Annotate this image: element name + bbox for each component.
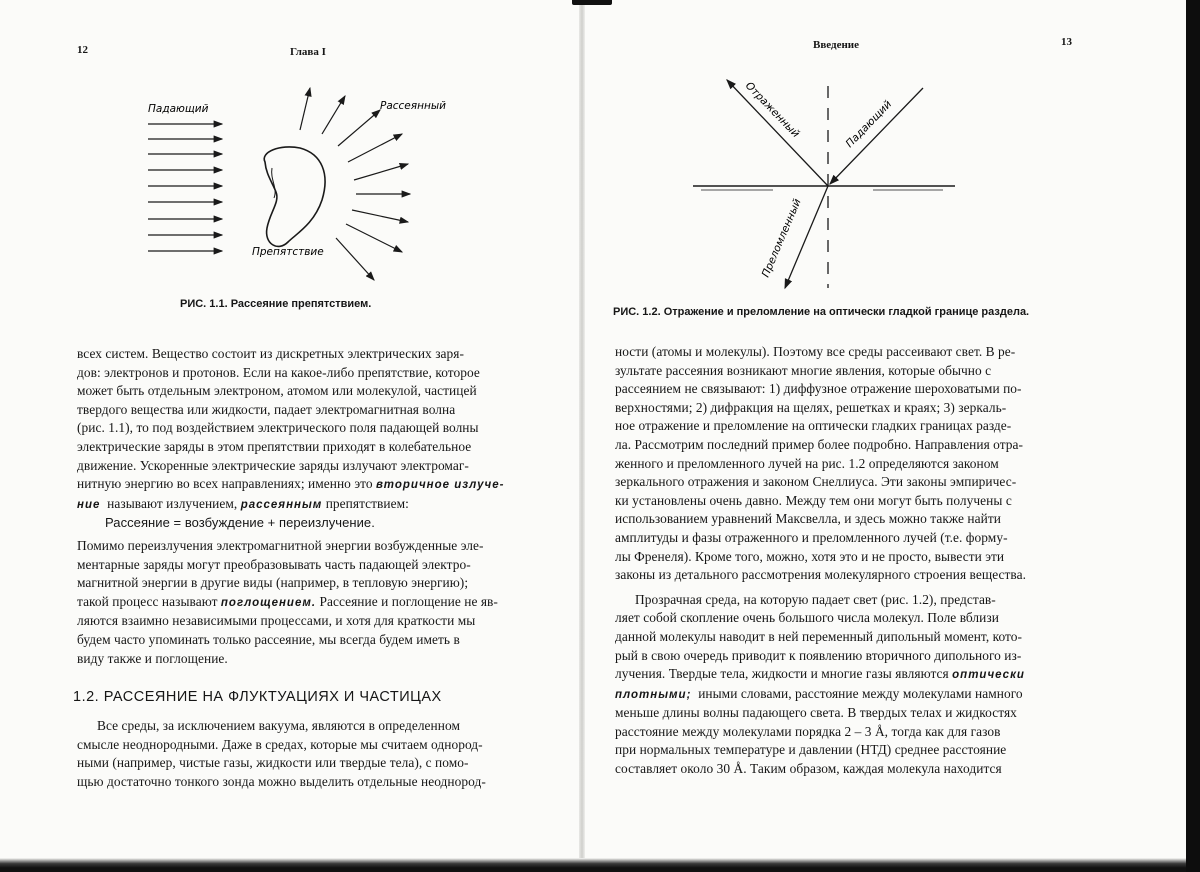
text-line: будем часто упоминать только рассеяние, мы всегда будем иметь в: [77, 631, 460, 647]
text-line: [77, 475, 531, 495]
text-line: щью достаточно тонкого зонда можно выделить отдельные неоднород-: [77, 773, 486, 789]
emphasis-term: ние: [77, 498, 101, 511]
figure-scattering-obstacle: [140, 82, 450, 292]
text-line: законы из детального рассмотрения молекулярного строения вещества.: [615, 567, 1027, 583]
text-line: данной молекулы наводит в ней переменный дипольный момент, кото-: [615, 628, 1023, 644]
paragraph: [77, 345, 531, 533]
paragraph: [77, 717, 531, 791]
body-text: [615, 343, 1069, 779]
text-line: зеркального отражения и законом Снеллиуса. Эти законы эмпиричес-: [615, 474, 1017, 490]
text-line: Прозрачная среда, на которую падает свет (рис. 1.2), представ-: [635, 591, 996, 607]
label-reflected: Отраженный: [742, 79, 802, 141]
text-line: ное отражение и преломление на оптически гладких границах разде-: [615, 418, 1012, 434]
emphasis-term: оптически: [952, 669, 1025, 682]
text-line: расстояние между молекулами порядка 2 – 3 Å, тогда как для газов: [615, 723, 1001, 739]
incident-ray: [830, 88, 923, 184]
text-line: [615, 685, 1069, 705]
text-line: движение. Ускоренные электрические заряды излучают электромаг-: [77, 457, 469, 473]
obstacle-shape: [264, 147, 325, 246]
text-line: электрические заряды в этом препятствии приходят в колебательное: [77, 438, 472, 454]
text-line: при нормальных температуре и давлении (НТД) среднее расстояние: [615, 742, 1007, 758]
text-line: меньше длины волны падающего света. В твердых телах и жидкостях: [615, 705, 1017, 721]
text-fragment: Рассеяние и поглощение не яв-: [319, 593, 498, 609]
right-page: [583, 0, 1200, 872]
formula: Рассеяние = возбуждение + переизлучение.: [105, 515, 375, 531]
text-line: [77, 593, 531, 613]
running-head: Глава I: [290, 46, 326, 58]
scan-edge-bottom: [0, 858, 1200, 872]
text-line: ляются взаимно независимыми процессами, и хотя для краткости мы: [77, 613, 476, 629]
text-line: [615, 665, 1069, 685]
figure-reflection-refraction: [693, 66, 973, 292]
text-line: использованием уравнений Максвелла, и здесь можно также найти: [615, 511, 1001, 527]
label-scattered: Рассеянный: [380, 100, 446, 112]
text-line: виду также и поглощение.: [77, 650, 228, 666]
left-page: [0, 0, 583, 872]
text-line: Все среды, за исключением вакуума, являются в определенном: [97, 718, 460, 733]
label-incident: Падающий: [843, 98, 895, 151]
running-head: Введение: [813, 39, 860, 51]
text-fragment: иными словами, расстояние между молекулами намного: [698, 685, 1023, 701]
text-line: магнитной энергии в другие виды (например, в тепловую энергию);: [77, 575, 469, 591]
text-line: твердого вещества или жидкости, падает электромагнитная волна: [77, 401, 456, 417]
text-fragment: называют излучением,: [107, 495, 238, 511]
paragraph: [77, 537, 531, 668]
text-fragment: такой процесс называют: [77, 593, 218, 609]
text-fragment: лучения. Твердые тела, жидкости и многие газы являются: [615, 666, 949, 682]
text-line: Помимо переизлучения электромагнитной энергии возбужденные эле-: [77, 537, 484, 553]
page-number: 12: [77, 44, 88, 56]
label-obstacle: Препятствие: [252, 246, 324, 258]
label-incident: Падающий: [148, 103, 209, 115]
text-line: ными (например, чистые газы, жидкости или твердые тела), с помо-: [77, 755, 469, 771]
text-line: составляет около 30 Å. Таким образом, каждая молекула находится: [615, 761, 1002, 777]
body-text-section: [77, 717, 531, 791]
reflected-ray: [727, 80, 828, 186]
text-line: ности (атомы и молекулы). Поэтому все среды рассеивают свет. В ре-: [615, 344, 1016, 359]
text-line: ки установлены очень давно. Между тем они могут быть получены с: [615, 492, 1012, 508]
text-line: ляет собой скопление очень большого числа молекул. Поле вблизи: [615, 610, 999, 626]
text-line: ментарные заряды могут преобразовывать часть падающей электро-: [77, 556, 471, 572]
emphasis-term: плотными;: [615, 688, 692, 701]
emphasis-term: рассеянным: [240, 498, 323, 511]
text-line: верхностями; 2) дифракция на щелях, решетках и краях; 3) зеркаль-: [615, 399, 1007, 415]
text-line: зультате рассеяния возникают многие явления, которые обычно с: [615, 362, 992, 378]
text-line: [77, 495, 531, 515]
page-number: 13: [1061, 36, 1072, 48]
section-heading: 1.2. РАССЕЯНИЕ НА ФЛУКТУАЦИЯХ И ЧАСТИЦАХ: [73, 689, 442, 705]
label-refracted: Преломленный: [759, 197, 804, 280]
figure-caption: РИС. 1.2. Отражение и преломление на оптически гладкой границе раздела.: [613, 306, 1030, 318]
text-line: смысле неоднородными. Даже в средах, которые мы считаем однород-: [77, 736, 483, 752]
text-line: рый в свою очередь приводит к появлению вторичного дипольного из-: [615, 647, 1022, 663]
body-text: [77, 345, 531, 668]
emphasis-term: вторичное излуче-: [376, 479, 505, 492]
incident-arrows: [148, 124, 222, 251]
figure-caption: РИС. 1.1. Рассеяние препятствием.: [180, 298, 372, 310]
text-line: ла. Рассмотрим последний пример более подробно. Направления отра-: [615, 436, 1024, 452]
text-line: может быть отдельным электроном, атомом или молекулой, частицей: [77, 383, 477, 399]
scan-edge-right: [1186, 0, 1200, 872]
paragraph: [615, 591, 1069, 779]
text-line: рассеянием не связывают: 1) диффузное отражение шероховатыми по-: [615, 381, 1022, 397]
text-line: женного и преломленного лучей на рис. 1.2 определяются законом: [615, 455, 999, 471]
scan-artifact: [572, 0, 612, 5]
text-line: всех систем. Вещество состоит из дискретных электрических заря-: [77, 346, 464, 361]
text-line: (рис. 1.1), то под воздействием электрического поля падающей волны: [77, 420, 479, 436]
text-line: амплитуды и фазы отраженного и преломленного лучей (т.е. форму-: [615, 529, 1008, 545]
text-line: лы Френеля). Кроме того, можно, хотя это и не просто, вывести эти: [615, 548, 1005, 564]
emphasis-term: поглощением.: [220, 596, 317, 609]
book-gutter: [579, 0, 585, 872]
text-line: дов: электронов и протонов. Если на какое-либо препятствие, которое: [77, 364, 480, 380]
text-fragment: нитную энергию во всех направлениях; именно это: [77, 476, 373, 492]
text-fragment: препятствием:: [325, 495, 409, 511]
paragraph: [615, 343, 1069, 585]
